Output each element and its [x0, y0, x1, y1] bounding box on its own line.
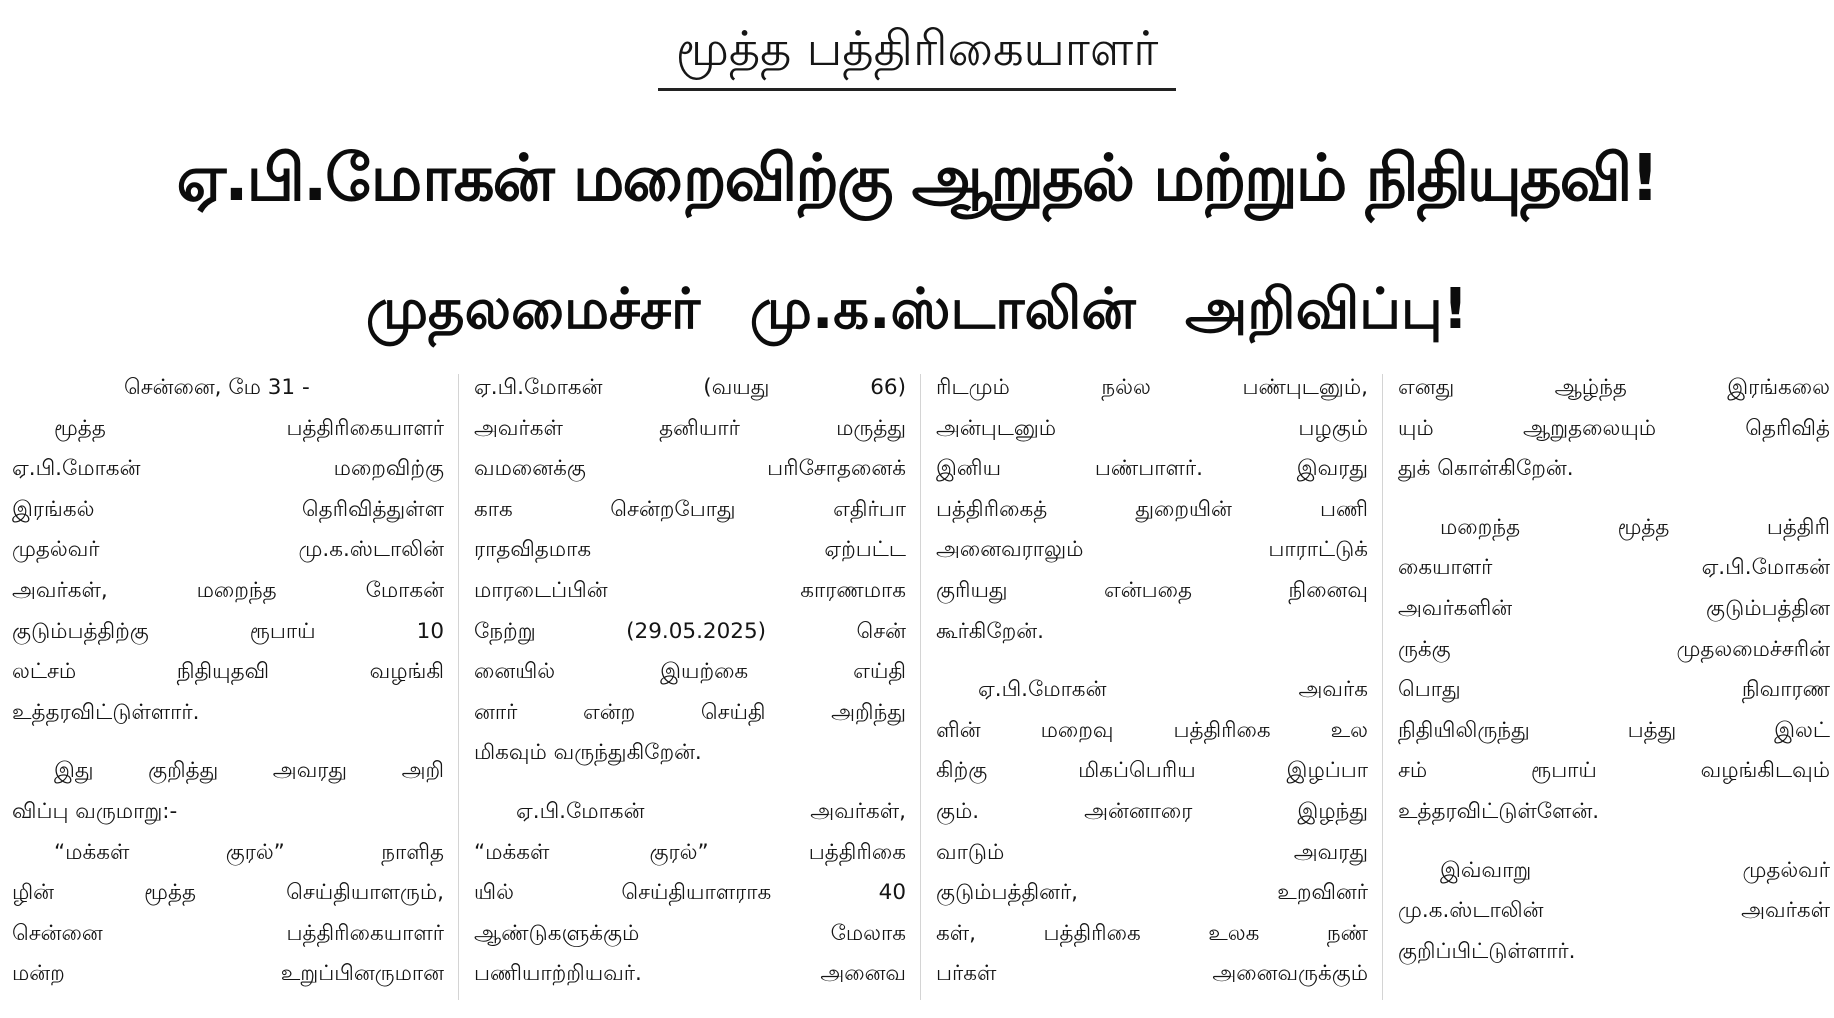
text-line: அனைவராலும் பாராட்டுக் [936, 537, 1368, 563]
text-line: வமனைக்கு பரிசோதனைக் [474, 456, 906, 482]
paragraph-gap [12, 733, 444, 751]
text-line: ஏ.பி.மோகன் (வயது 66) [474, 375, 906, 400]
column-divider [458, 374, 459, 1000]
text-line: லட்சம் நிதியுதவி வழங்கி [12, 659, 444, 685]
paragraph-gap [1398, 833, 1830, 851]
text-line: ருக்கு முதலமைச்சரின் [1398, 636, 1830, 662]
text-line: இவ்வாறு முதல்வர் [1440, 857, 1830, 883]
text-line: அன்புடனும் பழகும் [936, 415, 1368, 441]
text-line: கும். அன்னாரை இழந்து [936, 798, 1368, 824]
text-line: குரியது என்பதை நினைவு [936, 577, 1368, 603]
column-divider [920, 374, 921, 1000]
text-line: ஏ.பி.மோகன் அவர்கள், [516, 798, 906, 824]
text-line: யும் ஆறுதலையும் தெரிவித் [1398, 415, 1830, 441]
text-line: கள், பத்திரிகை உலக நண் [936, 920, 1368, 946]
text-line: சென்னை பத்திரிகையாளர் [12, 920, 444, 946]
text-line: ராதவிதமாக ஏற்பட்ட [474, 537, 906, 563]
article-column-4 [1398, 368, 1830, 1008]
text-line: நேற்று (29.05.2025) சென் [474, 618, 906, 644]
text-line: ளின் மறைவு பத்திரிகை உல [936, 717, 1368, 743]
dateline: சென்னை, மே 31 - [124, 375, 310, 400]
article-column-2 [474, 368, 906, 1008]
text-line: “மக்கள் குரல்” நாளித [54, 839, 444, 865]
text-line: ஏ.பி.மோகன் அவர்க [978, 677, 1368, 703]
text-line: மன்ற உறுப்பினருமான [12, 961, 444, 987]
text-line: பணியாற்றியவர். அனைவ [474, 961, 906, 987]
text-line: மூத்த பத்திரிகையாளர் [54, 415, 444, 441]
kicker-block [0, 14, 1834, 91]
text-line: உத்தரவிட்டுள்ளேன். [1398, 798, 1600, 824]
text-line: எனது ஆழ்ந்த இரங்கலை [1398, 375, 1830, 400]
subheadline: முதலமைச்சர் மு.க.ஸ்டாலின் அறிவிப்பு! [365, 277, 1469, 342]
text-line: ஆண்டுகளுக்கும் மேலாக [474, 920, 906, 946]
text-line: ஏ.பி.மோகன் மறைவிற்கு [12, 456, 444, 482]
article-body [12, 368, 1830, 1008]
column-divider [1382, 374, 1383, 1000]
text-line: இரங்கல் தெரிவித்துள்ள [12, 496, 444, 522]
article-column-1 [12, 368, 444, 1008]
text-line: சம் ரூபாய் வழங்கிடவும் [1398, 758, 1830, 784]
text-line: மிகவும் வருந்துகிறேன். [474, 740, 702, 766]
article-column-3 [936, 368, 1368, 1008]
text-line: நிதியிலிருந்து பத்து இலட் [1398, 717, 1830, 743]
text-line: காக சென்றபோது எதிர்பா [474, 496, 906, 522]
text-line: யில் செய்தியாளராக 40 [474, 880, 906, 906]
text-line: ரிடமும் நல்ல பண்புடனும், [936, 375, 1368, 400]
paragraph-gap [1398, 490, 1830, 508]
text-line: “மக்கள் குரல்” பத்திரிகை [474, 839, 906, 865]
text-line: துக் கொள்கிறேன். [1398, 456, 1574, 482]
text-line: அவர்கள், மறைந்த மோகன் [12, 577, 444, 603]
text-line: கிற்கு மிகப்பெரிய இழப்பா [936, 758, 1368, 784]
text-line: அவர்களின் குடும்பத்தின [1398, 595, 1830, 621]
text-line: னார் என்ற செய்தி அறிந்து [474, 699, 906, 725]
text-line: ழின் மூத்த செய்தியாளரும், [12, 880, 444, 906]
text-line: பத்திரிகைத் துறையின் பணி [936, 496, 1368, 522]
paragraph-gap [936, 652, 1368, 670]
text-line: குடும்பத்திற்கு ரூபாய் 10 [12, 618, 444, 644]
text-line: விப்பு வருமாறு:- [12, 798, 178, 824]
text-line: மறைந்த மூத்த பத்திரி [1440, 514, 1830, 540]
text-line: கையாளர் ஏ.பி.மோகன் [1398, 555, 1830, 581]
text-line: பர்கள் அனைவருக்கும் [936, 961, 1368, 987]
text-line: மாரடைப்பின் காரணமாக [474, 577, 906, 603]
text-line: குறிப்பிட்டுள்ளார். [1398, 938, 1576, 964]
text-line: பொது நிவாரண [1398, 677, 1830, 703]
kicker: மூத்த பத்திரிகையாளர் [658, 14, 1177, 91]
text-line: னையில் இயற்கை எய்தி [474, 659, 906, 685]
text-line: இது குறித்து அவரது அறி [54, 758, 444, 784]
text-line: முதல்வர் மு.க.ஸ்டாலின் [12, 537, 444, 563]
text-line: அவர்கள் தனியார் மருத்து [474, 415, 906, 441]
text-line: உத்தரவிட்டுள்ளார். [12, 699, 200, 725]
text-line: இனிய பண்பாளர். இவரது [936, 456, 1368, 482]
headline: ஏ.பி.மோகன் மறைவிற்கு ஆறுதல் மற்றும் நிதியுதவி! [176, 142, 1658, 216]
paragraph-gap [474, 774, 906, 792]
text-line: குடும்பத்தினர், உறவினர் [936, 880, 1368, 906]
text-line: கூர்கிறேன். [936, 618, 1044, 644]
text-line: வாடும் அவரது [936, 839, 1368, 865]
text-line: மு.க.ஸ்டாலின் அவர்கள் [1398, 898, 1830, 924]
